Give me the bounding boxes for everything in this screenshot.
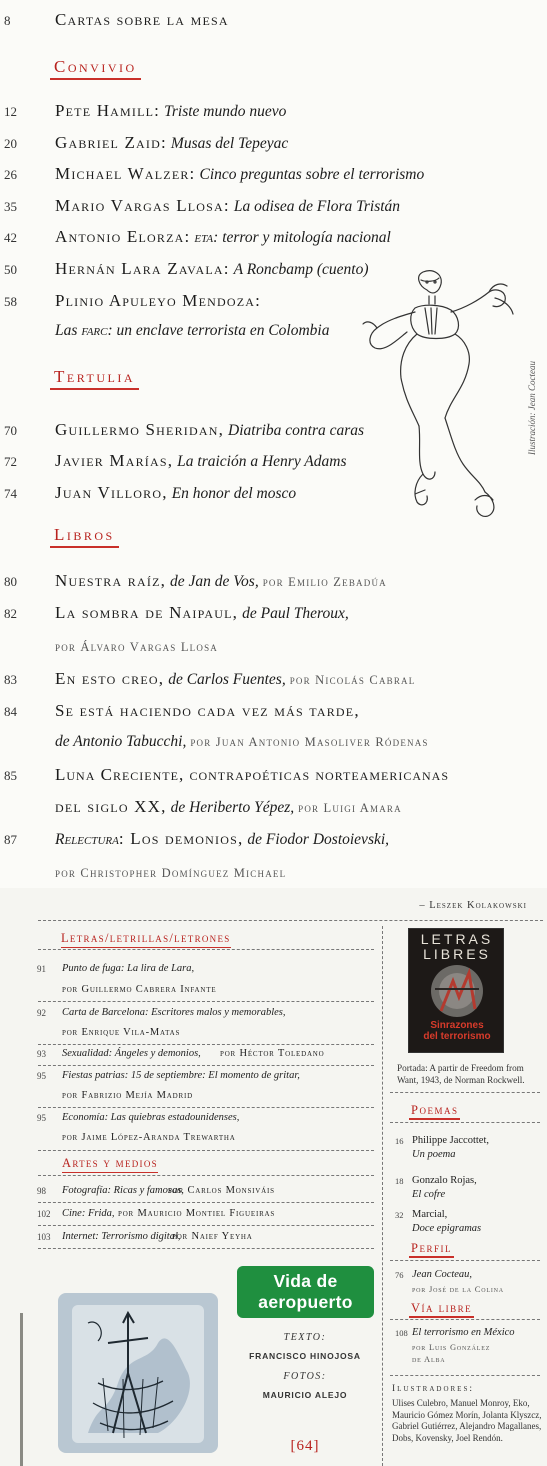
page-number: 108 (395, 1328, 408, 1338)
toc-entry[interactable] (0, 669, 547, 693)
toc-entry-continuation[interactable] (0, 862, 547, 886)
page-number: 91 (37, 964, 46, 974)
toc-entry[interactable] (0, 196, 547, 220)
page-number: 18 (395, 1176, 404, 1186)
author: por Jaime López-Aranda Trewartha (62, 1132, 236, 1143)
toc-entry-continuation[interactable] (0, 733, 547, 757)
work: Sexualidad: Ángeles y demonios, (62, 1048, 201, 1059)
cover-title (409, 932, 504, 962)
book-author: de Paul Theroux, (242, 605, 349, 622)
toc-entry[interactable] (0, 164, 547, 188)
work: El terrorismo en México (412, 1327, 515, 1338)
work: Un poema (412, 1149, 456, 1160)
section-heading-libros: Libros (50, 525, 119, 548)
book-title: Luna Creciente, contrapoéticas norteamericanas (55, 765, 450, 784)
toc-entry[interactable] (0, 765, 547, 789)
work: Internet: Terrorismo digital, (62, 1231, 181, 1242)
badge-line-1: Vida de (273, 1271, 338, 1291)
author: por Héctor Toledano (220, 1048, 325, 1059)
page-number: 74 (4, 486, 17, 501)
section-heading-tertulia: Tertulia (50, 367, 139, 390)
quote-author: – Leszek Kolakowski (419, 900, 527, 911)
author: Mario Vargas Llosa: (55, 196, 230, 215)
section-heading-poemas: Poemas (409, 1103, 460, 1120)
cover-subtitle-line-1: Sinrazones (430, 1020, 484, 1031)
page-number: 70 (4, 423, 17, 438)
author: por Fabrizio Mejía Madrid (62, 1090, 193, 1101)
author: Hernán Lara Zavala: (55, 259, 230, 278)
magazine-cover[interactable] (408, 928, 504, 1053)
page-number: 84 (4, 704, 17, 719)
author: Marcial, (412, 1209, 448, 1220)
fotos-label: FOTOS: (283, 1371, 327, 1382)
page-number: 20 (4, 136, 17, 151)
author: Plinio Apuleyo Mendoza: (55, 291, 262, 310)
reviewer: por Álvaro Vargas Llosa (55, 640, 218, 654)
page-number: 80 (4, 574, 17, 589)
book-title-prefix: Relectura (55, 831, 119, 848)
aeropuerto-photo (28, 1283, 228, 1461)
toc-entry[interactable] (0, 701, 547, 725)
author: por Mauricio Montiel Figueiras (118, 1208, 276, 1219)
author: por Carlos Monsiváis (168, 1185, 275, 1196)
author: Guillermo Sheridan, (55, 420, 225, 439)
divider (38, 1175, 374, 1176)
author: por Naief Yeyha (172, 1231, 253, 1242)
book-author: de Jan de Vos, (170, 573, 259, 590)
author: Javier Marías, (55, 451, 174, 470)
badge-line-2: aeropuerto (258, 1292, 353, 1312)
reviewer: por Juan Antonio Masoliver Ródenas (190, 735, 429, 749)
page-number: 12 (4, 104, 17, 119)
ilustradores-heading: Ilustradores: (392, 1384, 474, 1394)
divider (390, 1319, 540, 1320)
fotos-name: MAURICIO ALEJO (262, 1390, 348, 1400)
section-heading-convivio: Convivio (50, 57, 141, 80)
page-number: 95 (37, 1113, 46, 1123)
page-number: 26 (4, 167, 17, 182)
work: Musas del Tepeyac (170, 135, 289, 152)
toc-entry-continuation[interactable] (0, 636, 547, 660)
book-title: Se está haciendo cada vez más tarde, (55, 701, 360, 720)
work: El cofre (412, 1189, 446, 1200)
section-heading-letras: Letras/letrillas/letrones (61, 931, 231, 948)
work: : un enclave terrorista en Colombia (107, 322, 330, 339)
author-continued: de Alba (412, 1354, 446, 1364)
work: A Roncbamp (cuento) (233, 261, 369, 278)
cover-caption: Portada: A partir de Freedom from Want, 1943, de Norman Rockwell. (397, 1063, 525, 1085)
work: Punto de fuga: La lira de Lara, (62, 963, 195, 974)
author: Antonio Elorza: (55, 227, 191, 246)
page-number: 98 (37, 1186, 46, 1196)
work: Fotografía: Ricas y famosas, (62, 1185, 184, 1196)
author: por José de la Colina (412, 1284, 504, 1294)
author: Gabriel Zaid: (55, 133, 167, 152)
cover-title-line-2: LIBRES (423, 946, 491, 962)
book-author: de Fiodor Dostoievski, (247, 831, 390, 848)
page-number: 87 (4, 832, 17, 847)
page-number: 103 (37, 1232, 51, 1242)
divider (390, 1260, 540, 1261)
reviewer: por Christopher Domínguez Michael (55, 866, 287, 880)
book-title: Nuestra raíz, (55, 571, 167, 590)
toc-entry[interactable] (0, 10, 547, 34)
page-number: 76 (395, 1270, 404, 1280)
work: : terror y mitología nacional (213, 229, 391, 246)
book-author: de Carlos Fuentes, (168, 671, 286, 688)
section-heading-perfil: Perfil (409, 1241, 454, 1258)
illustration-credit: Ilustración: Jean Cocteau (527, 361, 537, 455)
page-number: 16 (395, 1136, 404, 1146)
work: Triste mundo nuevo (164, 103, 287, 120)
divider (38, 949, 374, 950)
page-number: 58 (4, 294, 17, 309)
work: Fiestas patrias: 15 de septiembre: El momento de gritar, (62, 1070, 300, 1081)
book-title: La sombra de Naipaul, (55, 603, 239, 622)
author: por Enrique Vila-Matas (62, 1027, 181, 1038)
page-number: 32 (395, 1210, 404, 1220)
author: Michael Walzer: (55, 164, 196, 183)
divider (38, 1150, 374, 1151)
page-edge (20, 1313, 23, 1466)
toc-entry-continuation[interactable] (0, 797, 547, 821)
book-title: En esto creo, (55, 669, 165, 688)
page-number: 50 (4, 262, 17, 277)
page-number: 92 (37, 1008, 46, 1018)
work: Jean Cocteau, (412, 1269, 473, 1280)
work: Diatriba contra caras (228, 422, 365, 439)
divider (38, 1202, 374, 1203)
page-number: 35 (4, 199, 17, 214)
author: Philippe Jaccottet, (412, 1135, 489, 1146)
page-number: 72 (4, 454, 17, 469)
work: La traición a Henry Adams (177, 453, 347, 470)
page-number: 42 (4, 230, 17, 245)
page-number: 95 (37, 1071, 46, 1081)
book-title-continued: del siglo XX, (55, 797, 167, 816)
page-number: 82 (4, 606, 17, 621)
author: Gonzalo Rojas, (412, 1175, 477, 1186)
contents-bottom (0, 888, 547, 1466)
work: Economía: Las quiebras estadounidenses, (62, 1112, 240, 1123)
book-title: : Los demonios, (118, 829, 244, 848)
section-heading-artes: Artes y medios (62, 1156, 158, 1173)
page-number: 83 (4, 672, 17, 687)
cover-art (419, 959, 495, 1019)
work-prefix: eta (194, 229, 214, 246)
page-number: 8 (4, 13, 11, 28)
divider (38, 920, 543, 921)
page-number: 85 (4, 768, 17, 783)
divider (38, 1044, 374, 1045)
work-prefix: Las (55, 322, 78, 339)
feature-badge[interactable] (237, 1266, 374, 1318)
cover-title-line-1: LETRAS (420, 931, 494, 947)
work: En honor del mosco (171, 485, 297, 502)
work: Cine: Frida, (62, 1208, 115, 1219)
page-number-badge: [64] (290, 1438, 320, 1454)
cover-subtitle (409, 1020, 504, 1042)
page-number: 102 (37, 1209, 51, 1219)
toc-entry[interactable] (0, 571, 547, 595)
divider (390, 1122, 540, 1123)
toc-entry[interactable] (0, 603, 547, 627)
work: La odisea de Flora Tristán (233, 198, 401, 215)
author: por Luis González (412, 1342, 491, 1352)
work-acronym: farc (81, 322, 108, 339)
reviewer: por Nicolás Cabral (289, 673, 416, 687)
ilustradores-list: Ulises Culebro, Manuel Monroy, Eko, Mauricio Gómez Morín, Jolanta Klyszcz, Gabriel Gutiérrez, Alejandro Magallanes, Dobs, Kovensky, Joel Rendón. (392, 1398, 542, 1443)
section-heading-via-libre: Vía libre (409, 1301, 474, 1318)
work: Carta de Barcelona: Escritores malos y memorables, (62, 1007, 286, 1018)
divider (38, 1248, 374, 1249)
reviewer: por Luigi Amara (298, 801, 402, 815)
texto-label: TEXTO: (283, 1332, 327, 1343)
toc-entry[interactable] (0, 227, 547, 251)
divider (38, 1001, 374, 1002)
book-author: de Heriberto Yépez, (170, 799, 295, 816)
toc-entry[interactable] (0, 829, 547, 853)
cover-subtitle-line-2: del terrorismo (423, 1031, 491, 1042)
toc-entry[interactable] (0, 133, 547, 157)
divider (38, 1065, 374, 1066)
author: por Guillermo Cabrera Infante (62, 984, 217, 995)
column-divider (382, 926, 383, 1466)
divider (390, 1092, 540, 1093)
work: Cinco preguntas sobre el terrorismo (199, 166, 425, 183)
entry-title: Cartas sobre la mesa (55, 10, 229, 29)
texto-name: FRANCISCO HINOJOSA (249, 1351, 361, 1361)
cocteau-drawing (355, 268, 520, 533)
divider (390, 1375, 540, 1376)
page-number: 93 (37, 1049, 46, 1059)
author: Pete Hamill: (55, 101, 161, 120)
reviewer: por Emilio Zebadúa (262, 575, 387, 589)
divider (38, 1225, 374, 1226)
book-author: de Antonio Tabucchi, (55, 733, 187, 750)
author: Juan Villoro, (55, 483, 168, 502)
work: Doce epigramas (412, 1223, 482, 1234)
toc-entry[interactable] (0, 101, 547, 125)
divider (38, 1107, 374, 1108)
